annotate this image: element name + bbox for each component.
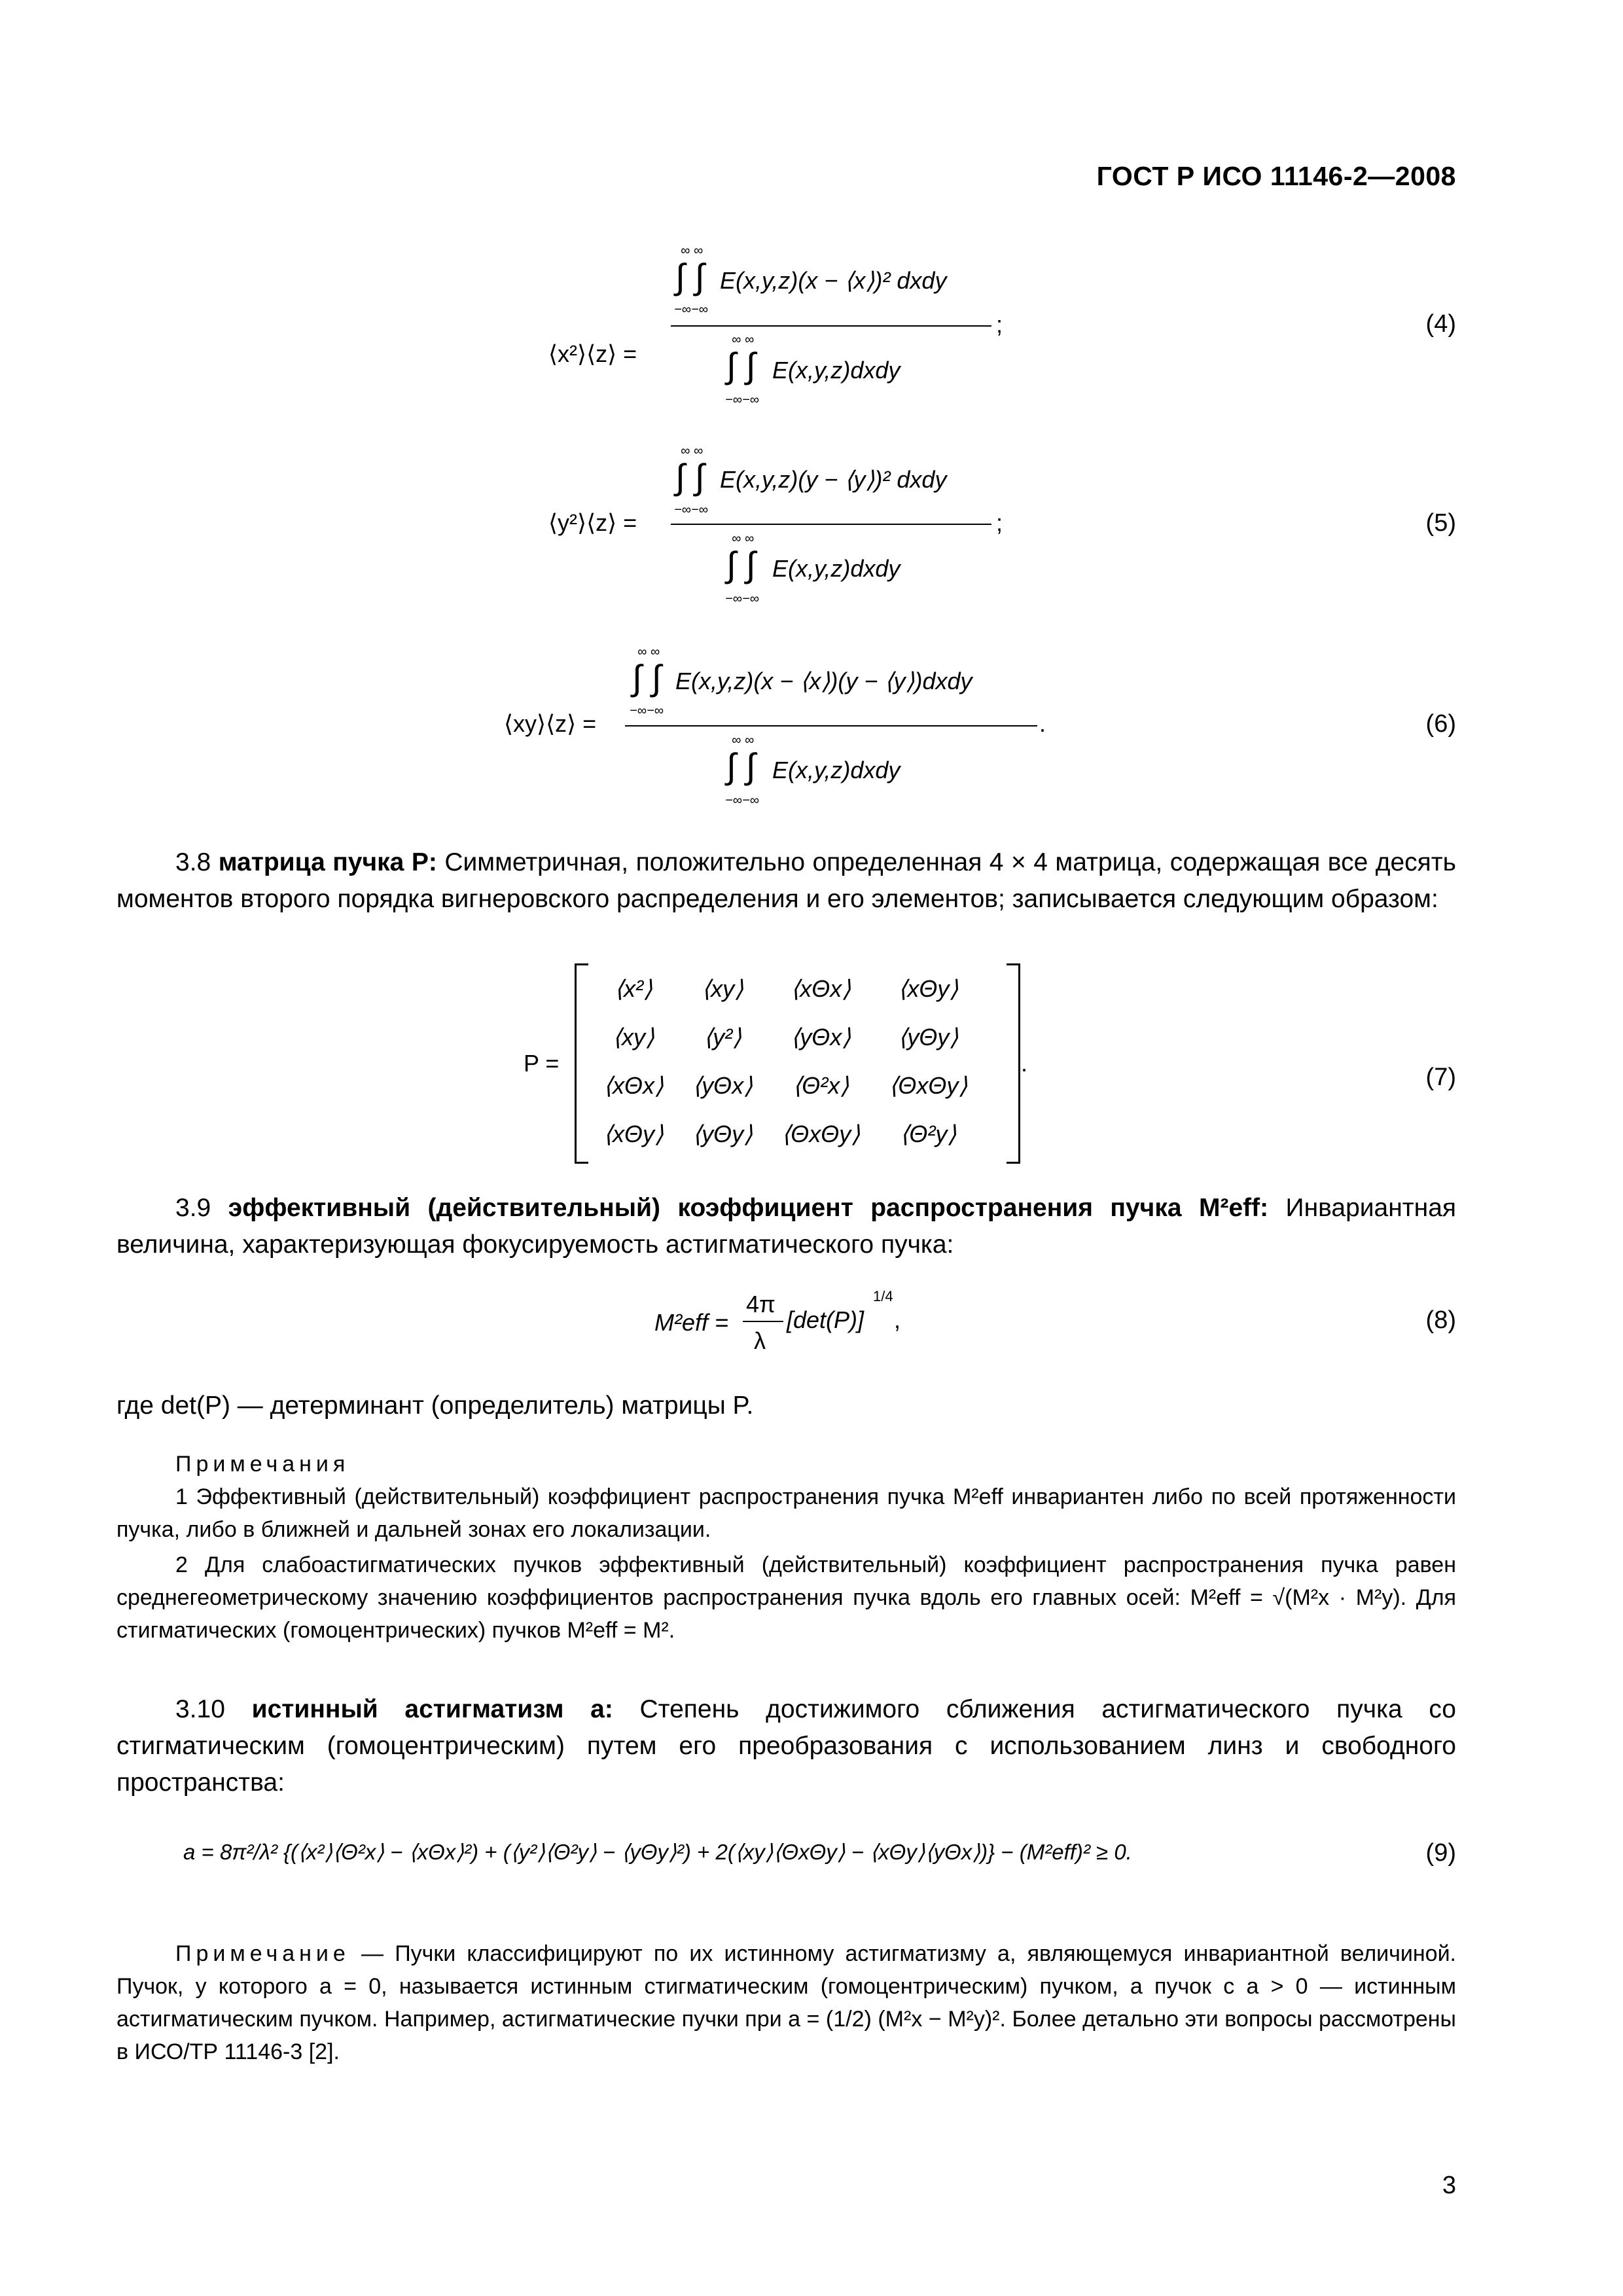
matrix-cell: ⟨yΘy⟩ bbox=[898, 1024, 959, 1050]
eq5-den-lower-limits: −∞−∞ bbox=[725, 592, 759, 606]
eq4-den-integrals: ∫ ∫ bbox=[726, 346, 756, 386]
section-3-8-number: 3.8 bbox=[175, 848, 211, 876]
eq6-den-lower-limits: −∞−∞ bbox=[725, 793, 759, 808]
matrix-row bbox=[589, 1013, 982, 1062]
eq5-denominator: E(x,y,z)dxdy bbox=[772, 555, 901, 582]
eq6-num-lower-limits: −∞−∞ bbox=[630, 704, 664, 718]
matrix-row bbox=[589, 1110, 982, 1158]
matrix-cell: ⟨Θ²x⟩ bbox=[793, 1072, 849, 1099]
matrix-cell: ⟨xΘx⟩ bbox=[603, 1072, 664, 1099]
eq5-fraction-bar bbox=[671, 524, 991, 525]
note-2-text: 2 Для слабоастигматических пучков эффективный (действительный) коэффициент распространения пучка равен среднегеометрическому значению коэффициентов распространения пучка вдоль его главных осей: M²eff = √(M²x · M²y). Для стигматических (гомоцентрических) пучков M²eff = M². bbox=[116, 1552, 1456, 1643]
eq4-denominator: E(x,y,z)dxdy bbox=[772, 357, 901, 384]
matrix-cell: ⟨yΘy⟩ bbox=[692, 1121, 753, 1147]
eq6-numerator: E(x,y,z)(x − ⟨x⟩)(y − ⟨y⟩)dxdy bbox=[675, 668, 972, 694]
eq9-formula: a = 8π²/λ² {(⟨x²⟩⟨Θ²x⟩ − ⟨xΘx⟩²) + (⟨y²⟩⟨Θ²y⟩ − ⟨yΘy⟩²) + 2(⟨xy⟩⟨ΘxΘy⟩ − ⟨xΘy⟩⟨yΘx⟩)} − (M²eff)² ≥ 0. bbox=[183, 1840, 1132, 1864]
eq5-end: ; bbox=[996, 509, 1003, 536]
section-3-10-text: Степень достижимого сближения астигматического пучка со стигматическим (гомоцентрическим) путем его преобразования с использованием линз и свободного пространства: bbox=[116, 1695, 1457, 1797]
matrix-row bbox=[589, 965, 982, 1013]
eq4-number: (4) bbox=[1425, 310, 1456, 338]
section-3-9-text: Инвариантная величина, характеризующая фокусируемость астигматического пучка: bbox=[116, 1194, 1456, 1259]
eq5-den-integrals: ∫ ∫ bbox=[726, 545, 756, 584]
eq8-exponent: 1/4 bbox=[873, 1288, 893, 1304]
document-header: ГОСТ Р ИСО 11146-2—2008 bbox=[1096, 161, 1456, 191]
eq6-end: . bbox=[1039, 710, 1046, 737]
matrix-cell: ⟨yΘx⟩ bbox=[791, 1024, 851, 1050]
eq6-den-upper-limits: ∞ ∞ bbox=[732, 733, 755, 747]
eq9-number: (9) bbox=[1425, 1839, 1456, 1867]
eq4-den-upper-limits: ∞ ∞ bbox=[732, 332, 755, 347]
section-3-8-text: Симметричная, положительно определенная 4 × 4 матрица, содержащая все десять моментов второго порядка вигнеровского распределения и его элементов; записывается следующим образом: bbox=[116, 848, 1456, 913]
note-1-text: 1 Эффективный (действительный) коэффициент распространения пучка M²eff инвариантен либо по всей протяженности пучка, либо в ближней и дальней зонах его локализации. bbox=[116, 1484, 1456, 1542]
eq4-numerator: E(x,y,z)(x − ⟨x⟩)² dxdy bbox=[720, 267, 947, 294]
matrix-cell: ⟨x²⟩ bbox=[615, 975, 653, 1002]
page-number: 3 bbox=[1442, 2172, 1456, 2199]
eq8-lhs: M²eff = bbox=[654, 1309, 729, 1336]
matrix-cell: ⟨xy⟩ bbox=[613, 1024, 655, 1050]
section-3-8-term: матрица пучка P: bbox=[218, 848, 437, 876]
eq6-num-integrals: ∫ ∫ bbox=[632, 658, 662, 698]
where-clause: где det(P) — детерминант (определитель) матрицы P. bbox=[116, 1391, 754, 1420]
section-3-10-term: истинный астигматизм a: bbox=[251, 1695, 613, 1723]
eq8-end: , bbox=[894, 1306, 901, 1333]
eq4-fraction-bar bbox=[671, 325, 991, 327]
eq4-num-upper-limits: ∞ ∞ bbox=[681, 243, 704, 258]
section-3-9 bbox=[116, 1190, 1456, 1263]
eq6-number: (6) bbox=[1425, 710, 1456, 738]
eq6-lhs: ⟨xy⟩⟨z⟩ = bbox=[504, 710, 597, 737]
matrix-cell: ⟨yΘx⟩ bbox=[692, 1072, 753, 1099]
eq5-lhs: ⟨y²⟩⟨z⟩ = bbox=[548, 509, 637, 536]
matrix-left-bracket bbox=[575, 963, 588, 1164]
eq5-numerator: E(x,y,z)(y − ⟨y⟩)² dxdy bbox=[720, 466, 947, 493]
eq4-num-lower-limits: −∞−∞ bbox=[674, 302, 708, 317]
eq5-num-upper-limits: ∞ ∞ bbox=[681, 444, 704, 458]
eq8-fraction-bar bbox=[743, 1321, 783, 1322]
eq5-num-lower-limits: −∞−∞ bbox=[674, 503, 708, 517]
matrix-cell: ⟨xy⟩ bbox=[702, 975, 744, 1002]
eq8-number: (8) bbox=[1425, 1306, 1456, 1334]
eq7-lhs: P = bbox=[524, 1050, 560, 1077]
section-3-10 bbox=[116, 1691, 1456, 1801]
section-3-10-number: 3.10 bbox=[175, 1695, 225, 1723]
eq5-den-upper-limits: ∞ ∞ bbox=[732, 531, 755, 546]
note-1 bbox=[116, 1480, 1456, 1546]
eq5-number: (5) bbox=[1425, 509, 1456, 537]
eq7-number: (7) bbox=[1425, 1064, 1456, 1091]
eq8-frac-den: λ bbox=[754, 1327, 766, 1354]
note-2 bbox=[116, 1549, 1456, 1647]
eq8-body: [det(P)] bbox=[787, 1306, 865, 1333]
matrix-cell: ⟨xΘy⟩ bbox=[603, 1121, 664, 1147]
eq6-den-integrals: ∫ ∫ bbox=[726, 747, 756, 786]
eq4-num-integrals: ∫ ∫ bbox=[675, 257, 705, 296]
eq4-end: ; bbox=[996, 311, 1003, 338]
section-3-8 bbox=[116, 844, 1456, 918]
matrix-table bbox=[589, 965, 982, 1158]
eq7-end: . bbox=[1021, 1050, 1028, 1077]
matrix-row bbox=[589, 1062, 982, 1110]
final-note-title: Примечание bbox=[175, 1941, 350, 1966]
matrix-cell: ⟨y²⟩ bbox=[704, 1024, 742, 1050]
eq8-frac-num: 4π bbox=[746, 1291, 776, 1318]
section-3-9-number: 3.9 bbox=[175, 1194, 211, 1222]
eq6-num-upper-limits: ∞ ∞ bbox=[637, 645, 660, 659]
notes-title: Примечания bbox=[175, 1452, 350, 1477]
matrix-cell: ⟨ΘxΘy⟩ bbox=[781, 1121, 861, 1147]
eq5-num-integrals: ∫ ∫ bbox=[675, 457, 705, 497]
matrix-right-bracket bbox=[1007, 963, 1020, 1164]
final-note-text: — Пучки классифицируют по их истинному астигматизму a, являющемуся инвариантной величиной. Пучок, у которого a = 0, называется истинным стигматическим (гомоцентрическим) пучком, а пучок с a > 0 — истинным астигматическим пучком. Например, астигматические пучки при a = (1/2) (M²x − M²y)². Более детально эти вопросы рассмотрены в ИСО/ТР 11146-3 [2]. bbox=[116, 1941, 1457, 2064]
matrix-cell: ⟨Θ²y⟩ bbox=[900, 1121, 957, 1147]
eq4-lhs: ⟨x²⟩⟨z⟩ = bbox=[548, 340, 637, 367]
section-3-9-term: эффективный (действительный) коэффициент распространения пучка M²eff: bbox=[228, 1194, 1269, 1222]
eq6-denominator: E(x,y,z)dxdy bbox=[772, 757, 901, 783]
matrix-cell: ⟨ΘxΘy⟩ bbox=[889, 1072, 968, 1099]
eq4-den-lower-limits: −∞−∞ bbox=[725, 393, 759, 407]
matrix-cell: ⟨xΘx⟩ bbox=[791, 975, 851, 1002]
final-note bbox=[116, 1937, 1456, 2068]
matrix-cell: ⟨xΘy⟩ bbox=[898, 975, 959, 1002]
eq6-fraction-bar bbox=[625, 725, 1037, 726]
